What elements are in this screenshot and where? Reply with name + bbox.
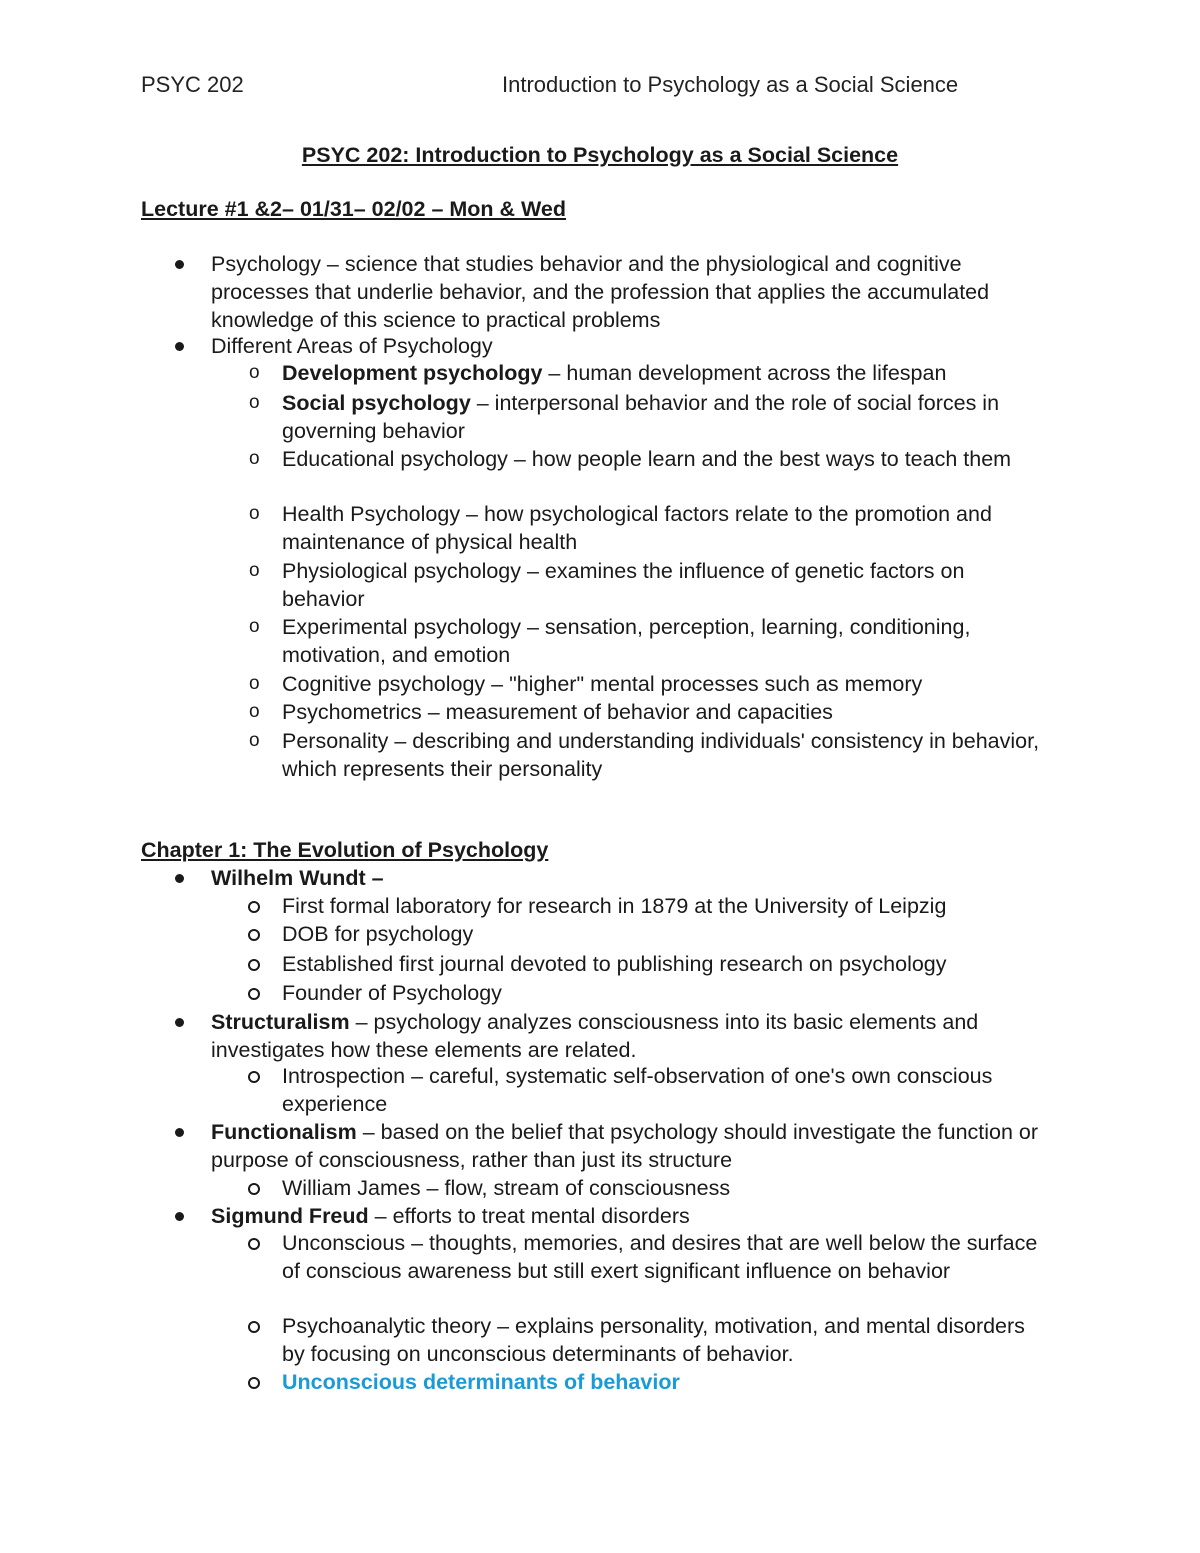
- circle-bullet-icon: [248, 901, 260, 913]
- circle-bullet-icon: [248, 988, 260, 1000]
- document-title: PSYC 202: Introduction to Psychology as a Social Science: [301, 143, 899, 167]
- list-item: Founder of Psychology: [282, 979, 1052, 1007]
- circle-bullet-icon: o: [249, 701, 260, 722]
- page-header-title: Introduction to Psychology as a Social Science: [502, 72, 959, 97]
- list-item: o Experimental psychology – sensation, perception, learning, conditioning, motivation, and emotion: [249, 615, 971, 667]
- lecture-heading: Lecture #1 &2– 01/31– 02/02 – Mon & Wed: [141, 197, 567, 221]
- highlighted-note: Unconscious determinants of behavior: [282, 1370, 680, 1394]
- list-item: Wilhelm Wundt –: [211, 864, 1061, 892]
- list-item: [282, 1368, 1052, 1396]
- list-item: o Health Psychology – how psychological factors relate to the promotion and maintenance of physical health: [249, 502, 992, 554]
- list-item: o Personality – describing and understanding individuals' consistency in behavior, which represents their personality: [249, 729, 1040, 781]
- circle-bullet-icon: [248, 1071, 260, 1083]
- list-item: Introspection – careful, systematic self-observation of one's own conscious experience: [282, 1062, 1052, 1118]
- list-item: Functionalism – based on the belief that psychology should investigate the function or purpose of consciousness, rather than just its structure: [211, 1118, 1061, 1174]
- list-item: William James – flow, stream of consciousness: [282, 1174, 1052, 1202]
- bullet-icon: [175, 1128, 184, 1137]
- chapter-heading: Chapter 1: The Evolution of Psychology: [141, 838, 549, 862]
- bullet-icon: [175, 342, 184, 351]
- page-header-course: PSYC 202: [141, 72, 244, 97]
- bullet-icon: [175, 1212, 184, 1221]
- circle-bullet-icon: o: [249, 362, 260, 383]
- list-item: Unconscious – thoughts, memories, and desires that are well below the surface of conscious awareness but still exert significant influence on behavior: [282, 1229, 1052, 1285]
- bullet-icon: [175, 1018, 184, 1027]
- circle-bullet-icon: [248, 959, 260, 971]
- list-item: o Educational psychology – how people learn and the best ways to teach them: [249, 447, 1012, 471]
- circle-bullet-icon: o: [249, 448, 260, 469]
- list-item: o Physiological psychology – examines the influence of genetic factors on behavior: [249, 559, 965, 611]
- circle-bullet-icon: o: [249, 673, 260, 694]
- list-item: Different Areas of Psychology: [211, 332, 1061, 360]
- list-item: o Psychometrics – measurement of behavior and capacities: [249, 700, 833, 724]
- list-item: First formal laboratory for research in 1879 at the University of Leipzig: [282, 892, 1052, 920]
- circle-bullet-icon: o: [249, 503, 260, 524]
- circle-bullet-icon: [248, 929, 260, 941]
- list-item: o Development psychology – human development across the lifespan: [249, 361, 947, 385]
- list-item: DOB for psychology: [282, 920, 1052, 948]
- circle-bullet-icon: [248, 1377, 260, 1389]
- circle-bullet-icon: o: [249, 560, 260, 581]
- list-item: Psychoanalytic theory – explains personality, motivation, and mental disorders by focusing on unconscious determinants of behavior.: [282, 1312, 1052, 1368]
- circle-bullet-icon: [248, 1321, 260, 1333]
- circle-bullet-icon: [248, 1183, 260, 1195]
- circle-bullet-icon: [248, 1238, 260, 1250]
- circle-bullet-icon: o: [249, 730, 260, 751]
- bullet-icon: [175, 874, 184, 883]
- list-item: o Social psychology – interpersonal behavior and the role of social forces in governing behavior: [249, 391, 1000, 443]
- bullet-icon: [175, 260, 184, 269]
- circle-bullet-icon: o: [249, 616, 260, 637]
- list-item: o Cognitive psychology – "higher" mental processes such as memory: [249, 672, 923, 696]
- list-item: Psychology – science that studies behavior and the physiological and cognitive processes that underlie behavior, and the profession that applies the accumulated knowledge of this science to practical problems: [211, 250, 1061, 334]
- list-item: Structuralism – psychology analyzes consciousness into its basic elements and investigates how these elements are related.: [211, 1008, 1061, 1064]
- list-item: Established first journal devoted to publishing research on psychology: [282, 950, 1052, 978]
- list-item: Sigmund Freud – efforts to treat mental disorders: [211, 1202, 1061, 1230]
- circle-bullet-icon: o: [249, 392, 260, 413]
